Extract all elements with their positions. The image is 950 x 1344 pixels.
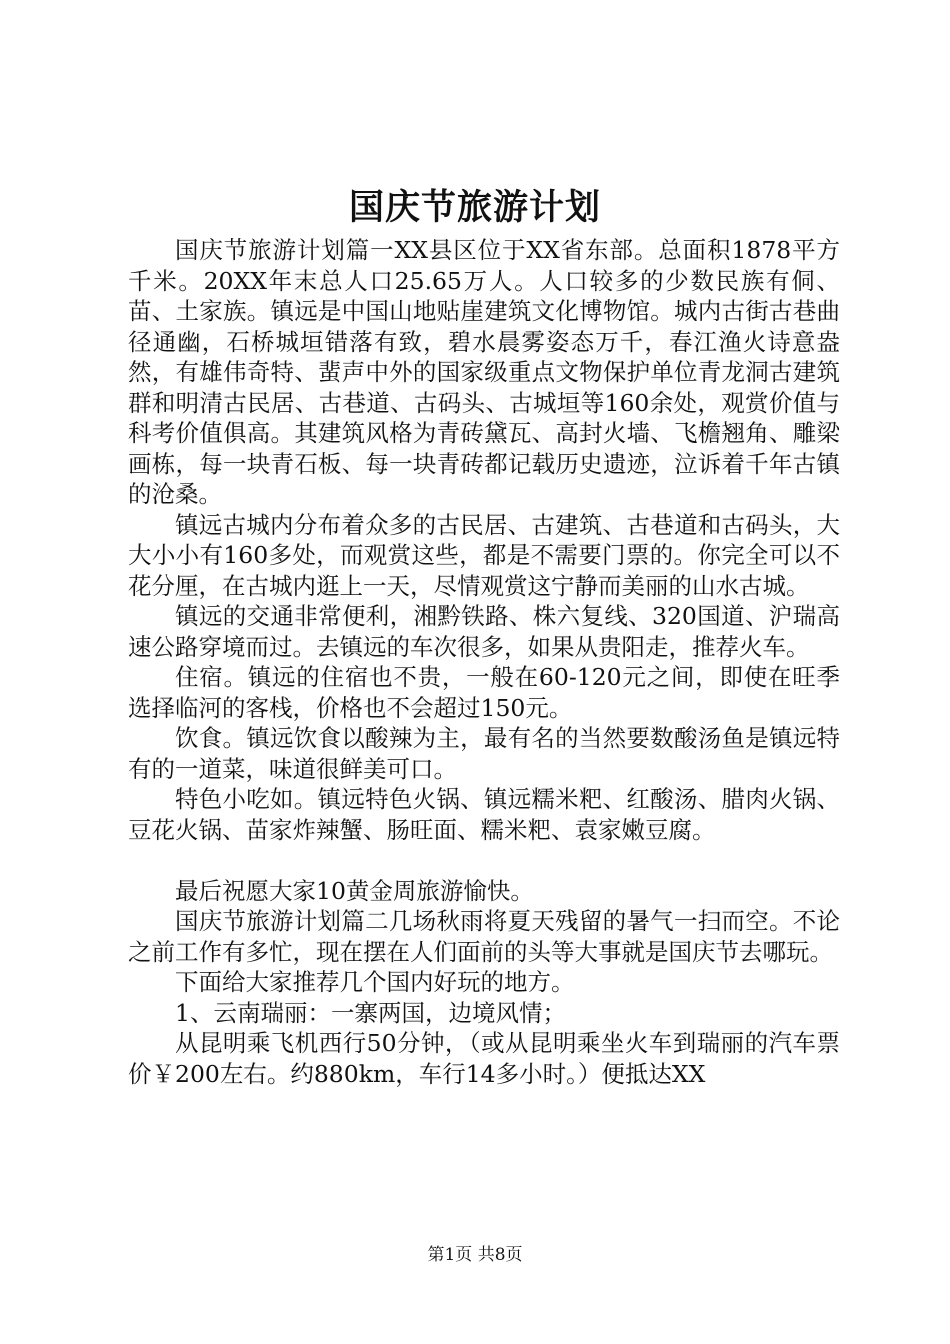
paragraph-8: 国庆节旅游计划篇二几场秋雨将夏天残留的暑气一扫而空。不论之前工作有多忙，现在摆在人们面前的头等大事就是国庆节去哪玩。 bbox=[128, 907, 840, 966]
page-number-footer: 第1页 共8页 bbox=[427, 1245, 523, 1265]
document-body bbox=[128, 235, 840, 1089]
paragraph-spacer bbox=[128, 845, 840, 876]
document-title: 国庆节旅游计划 bbox=[348, 187, 601, 228]
paragraph-7: 最后祝愿大家10黄金周旅游愉快。 bbox=[175, 876, 534, 905]
paragraph-10: 1、云南瑞丽：一寨两国，边境风情； bbox=[175, 998, 566, 1027]
paragraph-5: 饮食。镇远饮食以酸辣为主，最有名的当然要数酸汤鱼是镇远特有的一道菜，味道很鲜美可口。 bbox=[128, 724, 840, 783]
paragraph-2: 镇远古城内分布着众多的古民居、古建筑、古巷道和古码头，大大小小有160多处，而观赏这些，都是不需要门票的。你完全可以不花分厘，在古城内逛上一天，尽情观赏这宁静而美丽的山水古城。 bbox=[128, 510, 840, 600]
paragraph-9: 下面给大家推荐几个国内好玩的地方。 bbox=[175, 968, 575, 996]
paragraph-1: 国庆节旅游计划篇一XX县区位于XX省东部。总面积1878平方千米。20XX年末总人口25.65万人。人口较多的少数民族有侗、苗、土家族。镇远是中国山地贴崖建筑文化博物馆。城内古街古巷曲径通幽，石桥城垣错落有致，碧水晨雾姿态万千，春江渔火诗意盎然，有雄伟奇特、蜚声中外的国家级重点文物保护单位青龙洞古建筑群和明清古民居、古巷道、古码头、古城垣等160余处，观赏价值与科考价值俱高。其建筑风格为青砖黛瓦、高封火墙、飞檐翘角、雕梁画栋，每一块青石板、每一块青砖都记载历史遗迹，泣诉着千年古镇的沧桑。 bbox=[128, 236, 840, 508]
paragraph-4: 住宿。镇远的住宿也不贵，一般在60-120元之间，即使在旺季选择临河的客栈，价格也不会超过150元。 bbox=[128, 663, 840, 722]
paragraph-11: 从昆明乘飞机西行50分钟，（或从昆明乘坐火车到瑞丽的汽车票价￥200左右。约880km，车行14多小时。）便抵达XX bbox=[128, 1029, 840, 1088]
paragraph-6: 特色小吃如。镇远特色火锅、镇远糯米粑、红酸汤、腊肉火锅、豆花火锅、苗家炸辣蟹、肠旺面、糯米粑、袁家嫩豆腐。 bbox=[128, 785, 840, 844]
paragraph-3: 镇远的交通非常便利，湘黔铁路、株六复线、320国道、沪瑞高速公路穿境而过。去镇远的车次很多，如果从贵阳走，推荐火车。 bbox=[128, 602, 840, 661]
